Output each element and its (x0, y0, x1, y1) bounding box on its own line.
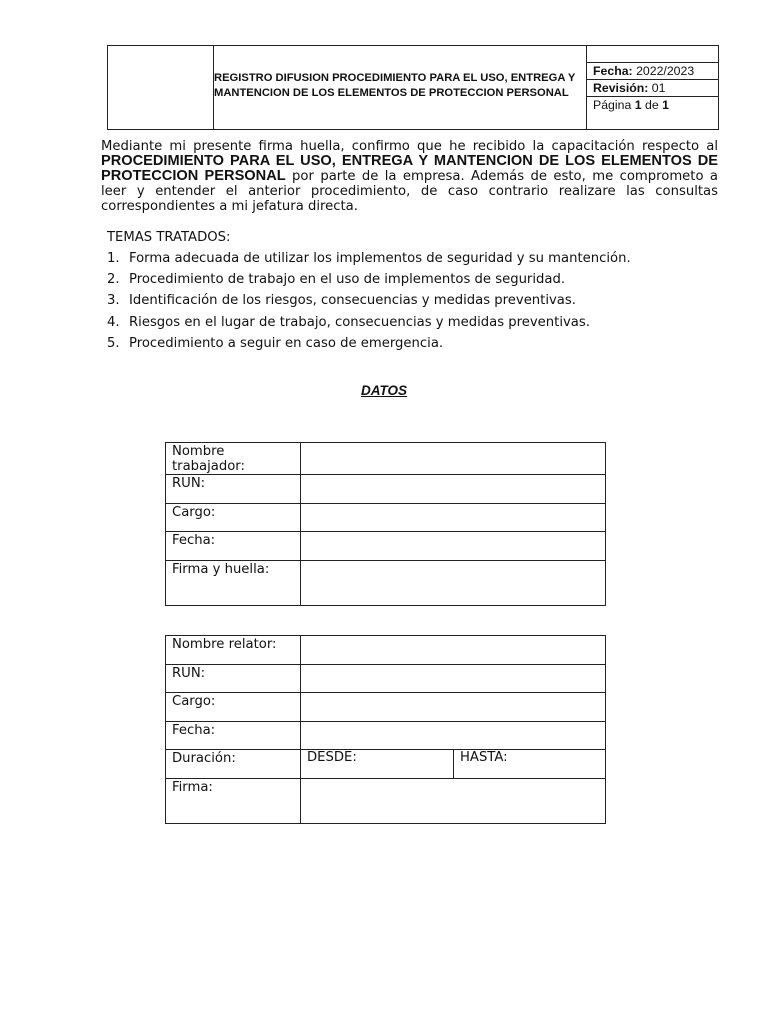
relator-duracion-label: Duración: (166, 750, 301, 779)
document-header (107, 45, 719, 130)
list-item-text: Identificación de los riesgos, consecuencias y medidas preventivas. (129, 293, 576, 309)
title-line-2: MANTENCION DE LOS ELEMENTOS DE PROTECCION PERSONAL (214, 86, 569, 99)
pagina-of: de (644, 98, 659, 112)
list-item-text: Forma adecuada de utilizar los implementos de seguridad y su mantención. (129, 251, 631, 266)
title-line-1: REGISTRO DIFUSION PROCEDIMIENTO PARA EL USO, ENTREGA Y (214, 71, 576, 84)
table-row (166, 560, 606, 605)
list-item-text: Procedimiento de trabajo en el uso de implementos de seguridad. (129, 272, 566, 288)
list-item (107, 250, 631, 271)
datos-title: DATOS (360, 383, 407, 398)
fecha-cell (587, 63, 719, 80)
list-item-number: 4. (107, 314, 120, 330)
list-item (107, 271, 631, 292)
revision-cell (587, 80, 719, 97)
header-blank-cell (587, 46, 719, 63)
worker-fecha-field[interactable] (301, 532, 606, 561)
relator-name-label: Nombre relator: (166, 636, 301, 665)
pagina-label: Página (593, 98, 632, 112)
worker-cargo-field[interactable] (301, 503, 606, 532)
table-row (166, 664, 606, 693)
table-row (166, 503, 606, 532)
list-item (107, 292, 631, 313)
relator-run-label: RUN: (166, 664, 301, 693)
relator-firma-label: Firma: (166, 778, 301, 823)
table-row (166, 475, 606, 504)
list-item-number: 1. (107, 251, 120, 266)
relator-cargo-field[interactable] (301, 693, 606, 722)
fecha-value: 2022/2023 (636, 64, 695, 78)
relator-desde-field[interactable] (301, 750, 454, 779)
table-row (166, 750, 606, 779)
table-row (166, 721, 606, 750)
pagina-total: 1 (662, 98, 669, 112)
relator-hasta-field[interactable] (454, 750, 606, 779)
relator-firma-field[interactable] (301, 778, 606, 823)
relator-fecha-field[interactable] (301, 721, 606, 750)
relator-name-field[interactable] (301, 636, 606, 665)
relator-cargo-label: Cargo: (166, 693, 301, 722)
relator-run-field[interactable] (301, 664, 606, 693)
list-item-number: 5. (107, 335, 120, 351)
table-row (166, 693, 606, 722)
worker-firma-field[interactable] (301, 560, 606, 605)
worker-name-field[interactable] (301, 443, 606, 475)
revision-value: 01 (651, 81, 666, 95)
table-row (166, 636, 606, 665)
worker-firma-label: Firma y huella: (166, 560, 301, 605)
revision-label: Revisión: (593, 81, 649, 95)
document-title (214, 46, 587, 130)
list-item (107, 314, 631, 335)
desde-label: DESDE: (307, 750, 357, 766)
logo-cell (108, 46, 214, 130)
worker-cargo-label: Cargo: (166, 503, 301, 532)
pagina-cell (587, 97, 719, 130)
list-item-number: 3. (107, 293, 120, 309)
table-row (166, 778, 606, 823)
pagina-current: 1 (634, 98, 642, 112)
intro-part-3: . Además de esto, me comprometo a leer y entender el anterior procedimiento, de caso contrario realizare las consultas correspondientes a mi jefatura directa. (101, 169, 719, 214)
list-item (107, 335, 631, 356)
relator-fecha-label: Fecha: (166, 721, 301, 750)
hasta-label: HASTA: (460, 750, 508, 766)
topics-list (107, 250, 631, 356)
worker-name-label: Nombre trabajador: (166, 443, 301, 475)
table-row (166, 443, 606, 475)
intro-part-1: Mediante mi presente firma huella, confirmo que he recibido la capacitación respecto al (101, 139, 718, 154)
topics-heading: TEMAS TRATADOS: (107, 230, 231, 245)
list-item-text: Procedimiento a seguir en caso de emergencia. (129, 335, 444, 351)
worker-run-label: RUN: (166, 475, 301, 504)
intro-part-2: por parte de la empresa (285, 169, 461, 184)
list-item-number: 2. (107, 272, 120, 288)
list-item-text: Riesgos en el lugar de trabajo, consecuencias y medidas preventivas. (129, 314, 590, 330)
table-row (166, 532, 606, 561)
intro-paragraph (101, 139, 718, 214)
worker-form-table (165, 442, 606, 606)
intro-procedure-name: PROCEDIMIENTO PARA EL USO, ENTREGA Y MANTENCION DE LOS ELEMENTOS DE PROTECCION PERSONAL (101, 153, 718, 184)
worker-fecha-label: Fecha: (166, 532, 301, 561)
worker-run-field[interactable] (301, 475, 606, 504)
fecha-label: Fecha: (593, 64, 633, 78)
relator-form-table (165, 635, 606, 824)
